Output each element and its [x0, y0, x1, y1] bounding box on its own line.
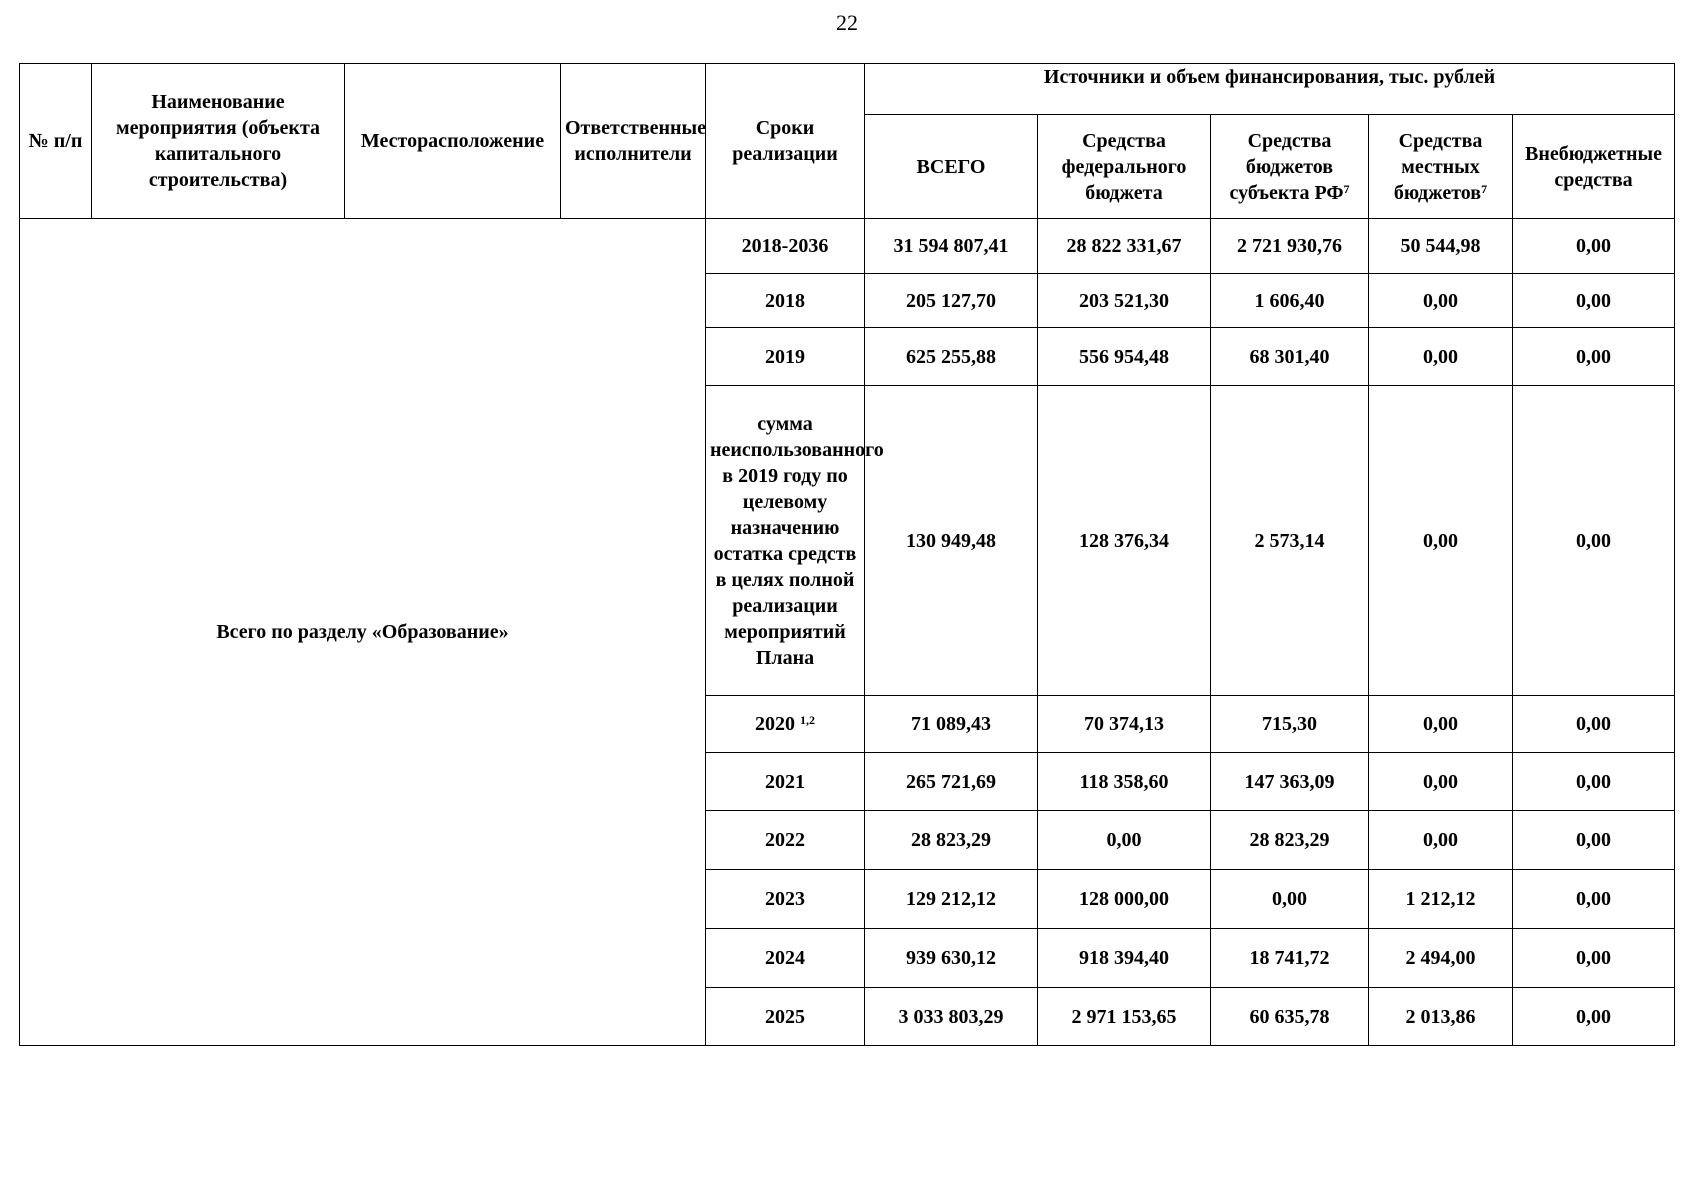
cell-subject: 28 823,29 — [1211, 811, 1369, 870]
header-location: Месторасположение — [345, 64, 561, 219]
header-financing-group: Источники и объем финансирования, тыс. рублей — [865, 64, 1675, 115]
header-local-label: Средства местных бюджетов — [1393, 129, 1483, 204]
cell-total: 205 127,70 — [865, 274, 1038, 328]
cell-federal: 70 374,13 — [1038, 696, 1211, 753]
cell-extra: 0,00 — [1513, 988, 1675, 1046]
period-label: 2021 — [765, 770, 805, 793]
cell-total: 265 721,69 — [865, 753, 1038, 811]
financing-table — [19, 63, 1675, 1046]
cell-federal: 118 358,60 — [1038, 753, 1211, 811]
cell-federal: 128 376,34 — [1038, 386, 1211, 696]
row-period — [706, 274, 865, 328]
row-period — [706, 328, 865, 386]
row-period — [706, 870, 865, 929]
header-subject — [1211, 115, 1369, 219]
cell-federal: 28 822 331,67 — [1038, 219, 1211, 274]
header-local-footnote: 7 — [1481, 181, 1488, 196]
cell-local: 0,00 — [1369, 274, 1513, 328]
cell-local: 0,00 — [1369, 753, 1513, 811]
cell-total: 71 089,43 — [865, 696, 1038, 753]
cell-extra: 0,00 — [1513, 274, 1675, 328]
cell-subject: 2 573,14 — [1211, 386, 1369, 696]
cell-subject: 147 363,09 — [1211, 753, 1369, 811]
cell-subject: 2 721 930,76 — [1211, 219, 1369, 274]
header-total: ВСЕГО — [865, 115, 1038, 219]
table-row — [20, 219, 1675, 274]
header-name: Наименование мероприятия (объекта капитального строительства) — [92, 64, 345, 219]
cell-extra: 0,00 — [1513, 811, 1675, 870]
period-label: 2020 — [755, 713, 795, 735]
cell-extra: 0,00 — [1513, 929, 1675, 988]
row-period-note: сумма неиспользованного в 2019 году по целевому назначению остатка средств в целях полной реализации мероприятий Плана — [706, 386, 865, 696]
cell-total: 939 630,12 — [865, 929, 1038, 988]
header-extra: Внебюджетные средства — [1513, 115, 1675, 219]
header-federal: Средства федерального бюджета — [1038, 115, 1211, 219]
period-label: 2022 — [765, 829, 805, 851]
header-period: Сроки реализации — [706, 64, 865, 219]
period-label: 2018 — [765, 289, 805, 312]
cell-total: 31 594 807,41 — [865, 219, 1038, 274]
header-local — [1369, 115, 1513, 219]
header-row-1 — [20, 64, 1675, 115]
cell-total: 130 949,48 — [865, 386, 1038, 696]
section-total-label: Всего по разделу «Образование» — [20, 219, 706, 1046]
cell-federal: 556 954,48 — [1038, 328, 1211, 386]
cell-local: 0,00 — [1369, 328, 1513, 386]
cell-local: 1 212,12 — [1369, 870, 1513, 929]
cell-subject: 0,00 — [1211, 870, 1369, 929]
cell-subject: 68 301,40 — [1211, 328, 1369, 386]
cell-subject: 18 741,72 — [1211, 929, 1369, 988]
cell-federal: 128 000,00 — [1038, 870, 1211, 929]
row-period — [706, 753, 865, 811]
header-subject-footnote: 7 — [1343, 181, 1350, 196]
row-period — [706, 988, 865, 1046]
header-responsible: Ответственные исполнители — [561, 64, 706, 219]
row-period — [706, 219, 865, 274]
row-period — [706, 696, 865, 753]
cell-local: 0,00 — [1369, 811, 1513, 870]
header-subject-label: Средства бюджетов субъекта РФ — [1229, 129, 1344, 204]
cell-federal: 0,00 — [1038, 811, 1211, 870]
cell-local: 2 494,00 — [1369, 929, 1513, 988]
period-label: 2019 — [765, 345, 805, 368]
period-label: 2018-2036 — [741, 235, 829, 257]
cell-extra: 0,00 — [1513, 328, 1675, 386]
cell-extra: 0,00 — [1513, 386, 1675, 696]
cell-federal: 203 521,30 — [1038, 274, 1211, 328]
period-label: 2024 — [765, 947, 805, 969]
period-footnote: 1,2 — [800, 713, 815, 727]
period-label: 2025 — [765, 1005, 805, 1028]
cell-total: 3 033 803,29 — [865, 988, 1038, 1046]
cell-extra: 0,00 — [1513, 870, 1675, 929]
cell-extra: 0,00 — [1513, 753, 1675, 811]
cell-extra: 0,00 — [1513, 219, 1675, 274]
period-label: 2023 — [765, 888, 805, 910]
cell-federal: 918 394,40 — [1038, 929, 1211, 988]
cell-subject: 60 635,78 — [1211, 988, 1369, 1046]
cell-subject: 1 606,40 — [1211, 274, 1369, 328]
row-period — [706, 929, 865, 988]
page-number: 22 — [836, 10, 858, 35]
cell-total: 28 823,29 — [865, 811, 1038, 870]
cell-local: 0,00 — [1369, 696, 1513, 753]
cell-total: 129 212,12 — [865, 870, 1038, 929]
cell-local: 2 013,86 — [1369, 988, 1513, 1046]
row-period — [706, 811, 865, 870]
cell-local: 0,00 — [1369, 386, 1513, 696]
cell-federal: 2 971 153,65 — [1038, 988, 1211, 1046]
cell-total: 625 255,88 — [865, 328, 1038, 386]
cell-local: 50 544,98 — [1369, 219, 1513, 274]
header-num: № п/п — [20, 64, 92, 219]
cell-subject: 715,30 — [1211, 696, 1369, 753]
cell-extra: 0,00 — [1513, 696, 1675, 753]
